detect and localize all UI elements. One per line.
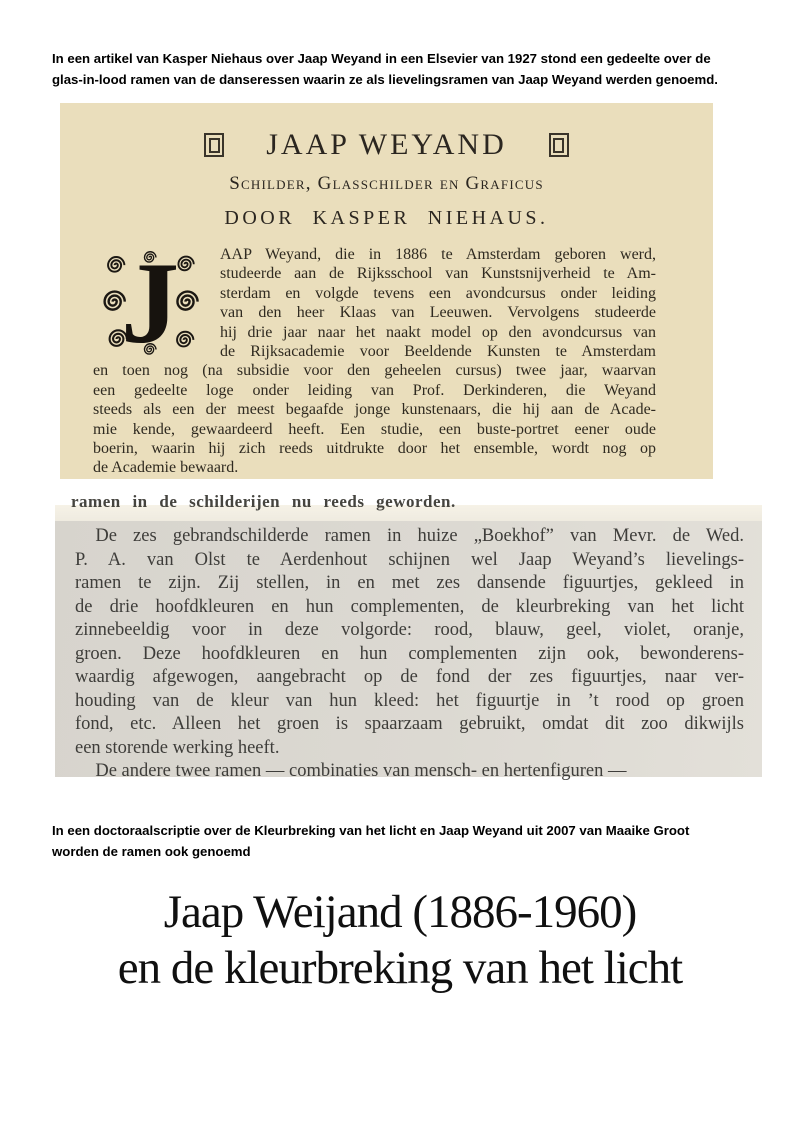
outro-note-line-1: In een doctoraalscriptie over de Kleurbreking van het licht en Jaap Weyand uit 2007 van Maaike Groot	[52, 823, 690, 838]
clipping-title: JAAP WEYAND	[266, 128, 507, 161]
intro-note	[52, 48, 718, 90]
ornament-square-inner	[209, 138, 220, 153]
thesis-headline-line-1: Jaap Weijand (1886-1960)	[163, 886, 637, 938]
svg-text:J: J	[120, 238, 180, 368]
clipping-text-line: mie kende, gewaardeerd heeft. Een studie, een buste-portret eener oude	[93, 420, 656, 438]
clipping-text-line: AAP Weyand, die in 1886 te Amsterdam geboren werd,	[220, 246, 656, 263]
book-clipping-boekhof	[55, 492, 762, 781]
clipping-text-line: de Rijksacademie voor Beeldende Kunsten te Amsterdam	[220, 343, 656, 361]
clipping-text-line: steeds als een der meest begaafde jonge kunstenaars, die hij aan de Acade-	[93, 401, 656, 419]
clipping-subtitle: Schilder, Glasschilder en Graficus	[229, 173, 544, 194]
clipping-body	[60, 238, 713, 478]
ornament-square-right-icon	[549, 133, 569, 157]
clipping-text-line: fond, etc. Alleen het groen is spaarzaam gebruikt, omdat dit zoo dikwijls	[75, 714, 744, 734]
clipping-body	[55, 521, 762, 784]
outro-note	[52, 820, 689, 862]
clipping-text-line: hij drie jaar naar het naakt model op den avondcursus van	[220, 323, 656, 341]
ornament-square-left-icon	[204, 133, 224, 157]
thesis-headline	[0, 884, 800, 996]
clipping-text-line: groen. Deze hoofdkleuren en hun complementen zijn ook, bewonderens-	[75, 643, 744, 664]
clipping-text-line: P. A. van Olst te Aerdenhout schijnen wel Jaap Weyand’s lievelings-	[75, 549, 744, 570]
clipping-text-line: zinnebeeldig voor in deze volgorde: rood, blauw, geel, violet, oranje,	[75, 620, 744, 640]
clipping-text-line: sterdam en volgde tevens een avondcursus onder leiding	[220, 284, 656, 302]
clipping-title-row	[60, 129, 713, 161]
clipping-text-line: ramen te zijn. Zij stellen, in en met zes dansende figuurtjes, gekleed in	[75, 573, 744, 593]
clipping-text-line: boerin, waarin hij zich reeds uitdrukte door het ensemble, wordt nog op	[93, 440, 656, 458]
dropcap-initial-j-icon	[93, 238, 209, 368]
clipping-text-line: een gedeelte loge onder leiding van Prof. Derkinderen, die Weyand	[93, 381, 656, 399]
clipping-text-line: studeerde aan de Rijksschool van Kunstsnijverheid te Am-	[220, 265, 656, 283]
clipping-text-line: en toen nog (na subsidie voor den geheelen cursus) twee jaar, waarvan	[93, 362, 656, 380]
clipping-paragraph-full-lines	[93, 361, 656, 477]
thesis-headline-line-2: en de kleurbreking van het licht	[117, 942, 683, 994]
clipping-text-line: van den heer Klaas van Leeuwen. Vervolgens studeerde	[220, 304, 656, 322]
intro-note-line-2: glas-in-lood ramen van de danseressen waarin ze als lievelingsramen van Jaap Weyand werden genoemd.	[52, 72, 718, 87]
clipping-text-line: de Academie bewaard.	[93, 459, 239, 477]
ornament-square-inner	[553, 138, 564, 153]
magazine-clipping-1927	[60, 103, 713, 479]
clipped-text-line: ramen in de schilderijen nu reeds geworden.	[71, 492, 456, 511]
clipping-text-line: De zes gebrandschilderde ramen in huize „Boekhof” van Mevr. de Wed.	[95, 526, 744, 546]
outro-note-line-2: worden de ramen ook genoemd	[52, 844, 251, 859]
clipping-text-line: De andere twee ramen — combinaties van mensch- en hertenfiguren —	[95, 761, 627, 781]
clipping-text-line: waardig afgewogen, aangebracht op de fond der zes figuurtjes, naar ver-	[75, 667, 744, 687]
clipping-byline: DOOR KASPER NIEHAUS.	[224, 207, 549, 229]
intro-note-line-1: In een artikel van Kasper Niehaus over Jaap Weyand in een Elsevier van 1927 stond een gedeelte over de	[52, 51, 711, 66]
clipping-text-line: houding van de kleur van hun kleed: het figuurtje in ’t rood op groen	[75, 690, 744, 711]
clipped-line-strip	[55, 492, 762, 521]
clipping-text-line: de drie hoofdkleuren en hun complementen, de kleurbreking van het licht	[75, 596, 744, 617]
clipping-text-line: een storende werking heeft.	[75, 737, 280, 758]
